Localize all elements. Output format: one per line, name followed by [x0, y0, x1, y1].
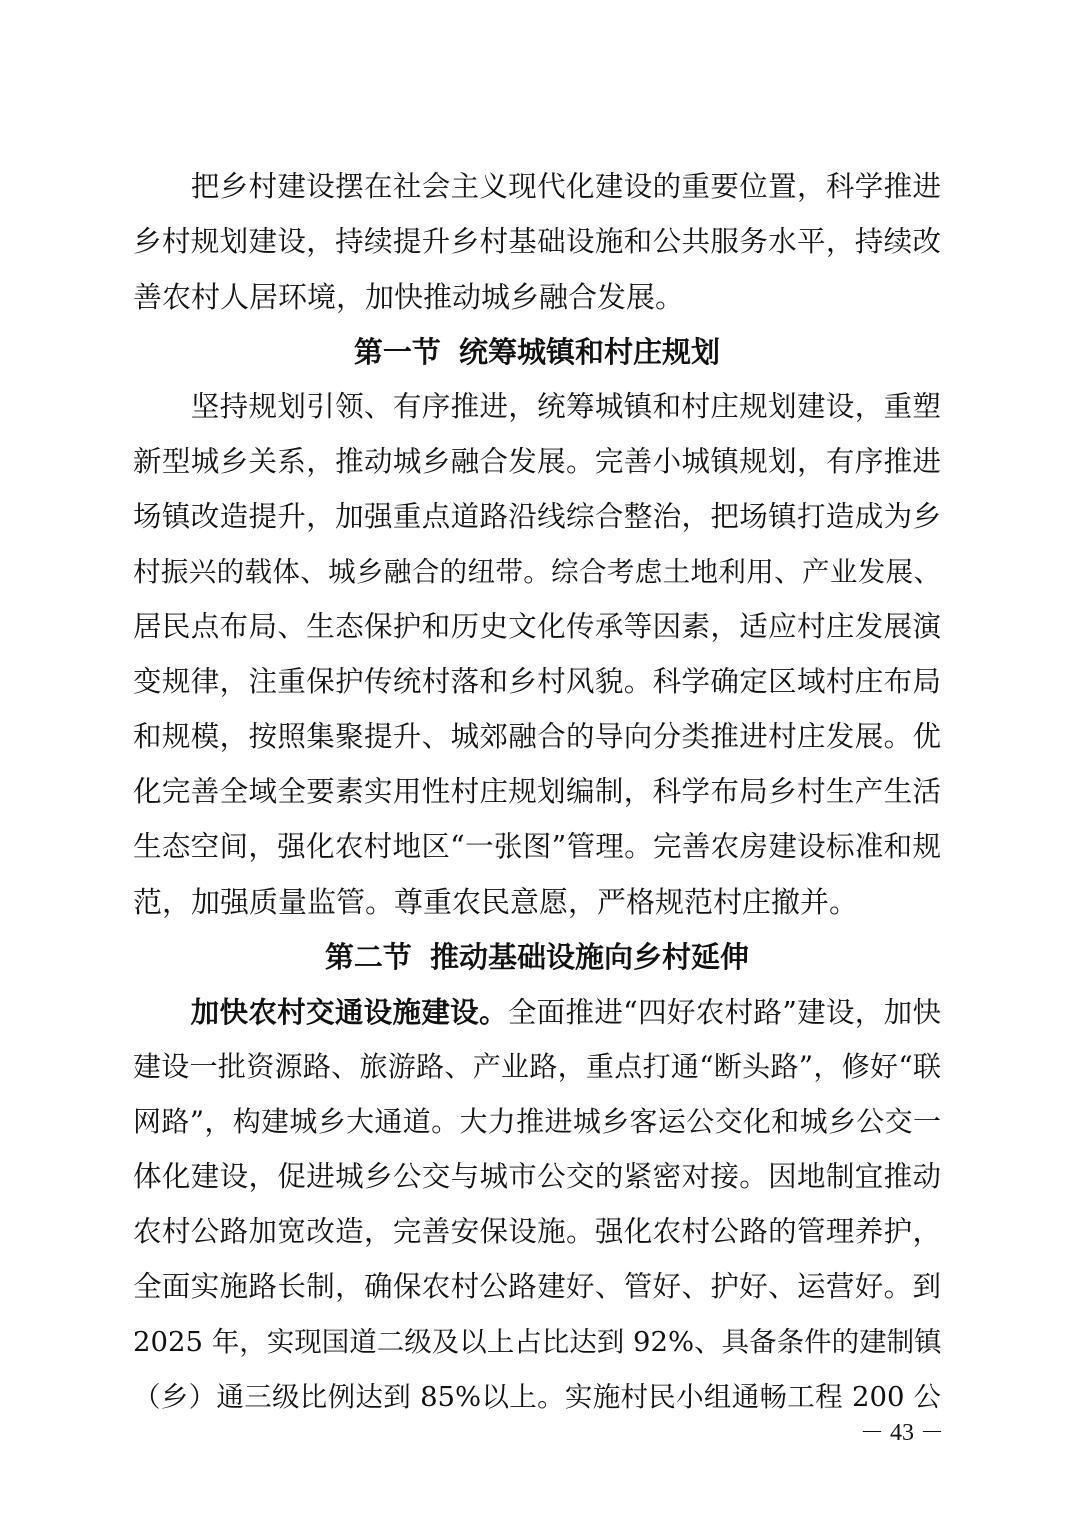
paragraph-text: 全面推进“四好农村路”建设，加快 — [507, 996, 941, 1029]
section-title: 推动基础设施向乡村延伸 — [430, 940, 750, 974]
paragraph-line: 农村公路加宽改造，完善安保设施。强化农村公路的管理养护， — [133, 1215, 941, 1248]
intro-line: 把乡村建设摆在社会主义现代化建设的重要位置，科学推进 — [133, 170, 941, 203]
section-number: 第二节 — [324, 940, 412, 974]
paragraph-line: 体化建设，促进城乡公交与城市公交的紧密对接。因地制宜推动 — [133, 1160, 941, 1193]
intro-line: 善农村人居环境，加快推动城乡融合发展。 — [133, 280, 685, 314]
paragraph-line — [133, 992, 941, 1032]
section-title: 统筹城镇和村庄规划 — [459, 335, 721, 369]
paragraph-line: 坚持规划引领、有序推进，统筹城镇和村庄规划建设，重塑 — [133, 390, 941, 423]
paragraph-line: 生态空间，强化农村地区“一张图”管理。完善农房建设标准和规 — [133, 830, 941, 863]
section-heading-2 — [133, 937, 941, 977]
paragraph-line: 新型城乡关系，推动城乡融合发展。完善小城镇规划，有序推进 — [133, 445, 941, 478]
paragraph-line: 建设一批资源路、旅游路、产业路，重点打通“断头路”，修好“联 — [133, 1050, 941, 1083]
paragraph-line: （乡）通三级比例达到 85%以上。实施村民小组通畅工程 200 公 — [133, 1381, 941, 1413]
paragraph-line: 居民点布局、生态保护和历史文化传承等因素，适应村庄发展演 — [133, 610, 941, 643]
paragraph-line: 村振兴的载体、城乡融合的纽带。综合考虑土地利用、产业发展、 — [133, 556, 941, 588]
paragraph-line: 和规模，按照集聚提升、城郊融合的导向分类推进村庄发展。优 — [133, 720, 941, 753]
page-number: － 43 － — [860, 1420, 944, 1446]
paragraph-line: 全面实施路长制，确保农村公路建好、管好、护好、运营好。到 — [133, 1270, 941, 1303]
paragraph-line: 变规律，注重保护传统村落和乡村风貌。科学确定区域村庄布局 — [133, 665, 941, 698]
paragraph-line: 网路”，构建城乡大通道。大力推进城乡客运公交化和城乡公交一 — [133, 1105, 941, 1138]
paragraph-line: 化完善全域全要素实用性村庄规划编制，科学布局乡村生产生活 — [133, 775, 941, 808]
paragraph-line: 范，加强质量监管。尊重农民意愿，严格规范村庄撤并。 — [133, 885, 859, 919]
paragraph-lead: 加快农村交通设施建设。 — [190, 995, 508, 1029]
paragraph-line: 2025 年，实现国道二级及以上占比达到 92%、具备条件的建制镇 — [133, 1326, 942, 1358]
section-number: 第一节 — [353, 335, 441, 369]
section-heading-1 — [133, 332, 941, 372]
paragraph-line: 场镇改造提升，加强重点道路沿线综合整治，把场镇打造成为乡 — [133, 500, 941, 533]
intro-line: 乡村规划建设，持续提升乡村基础设施和公共服务水平，持续改 — [133, 225, 941, 258]
